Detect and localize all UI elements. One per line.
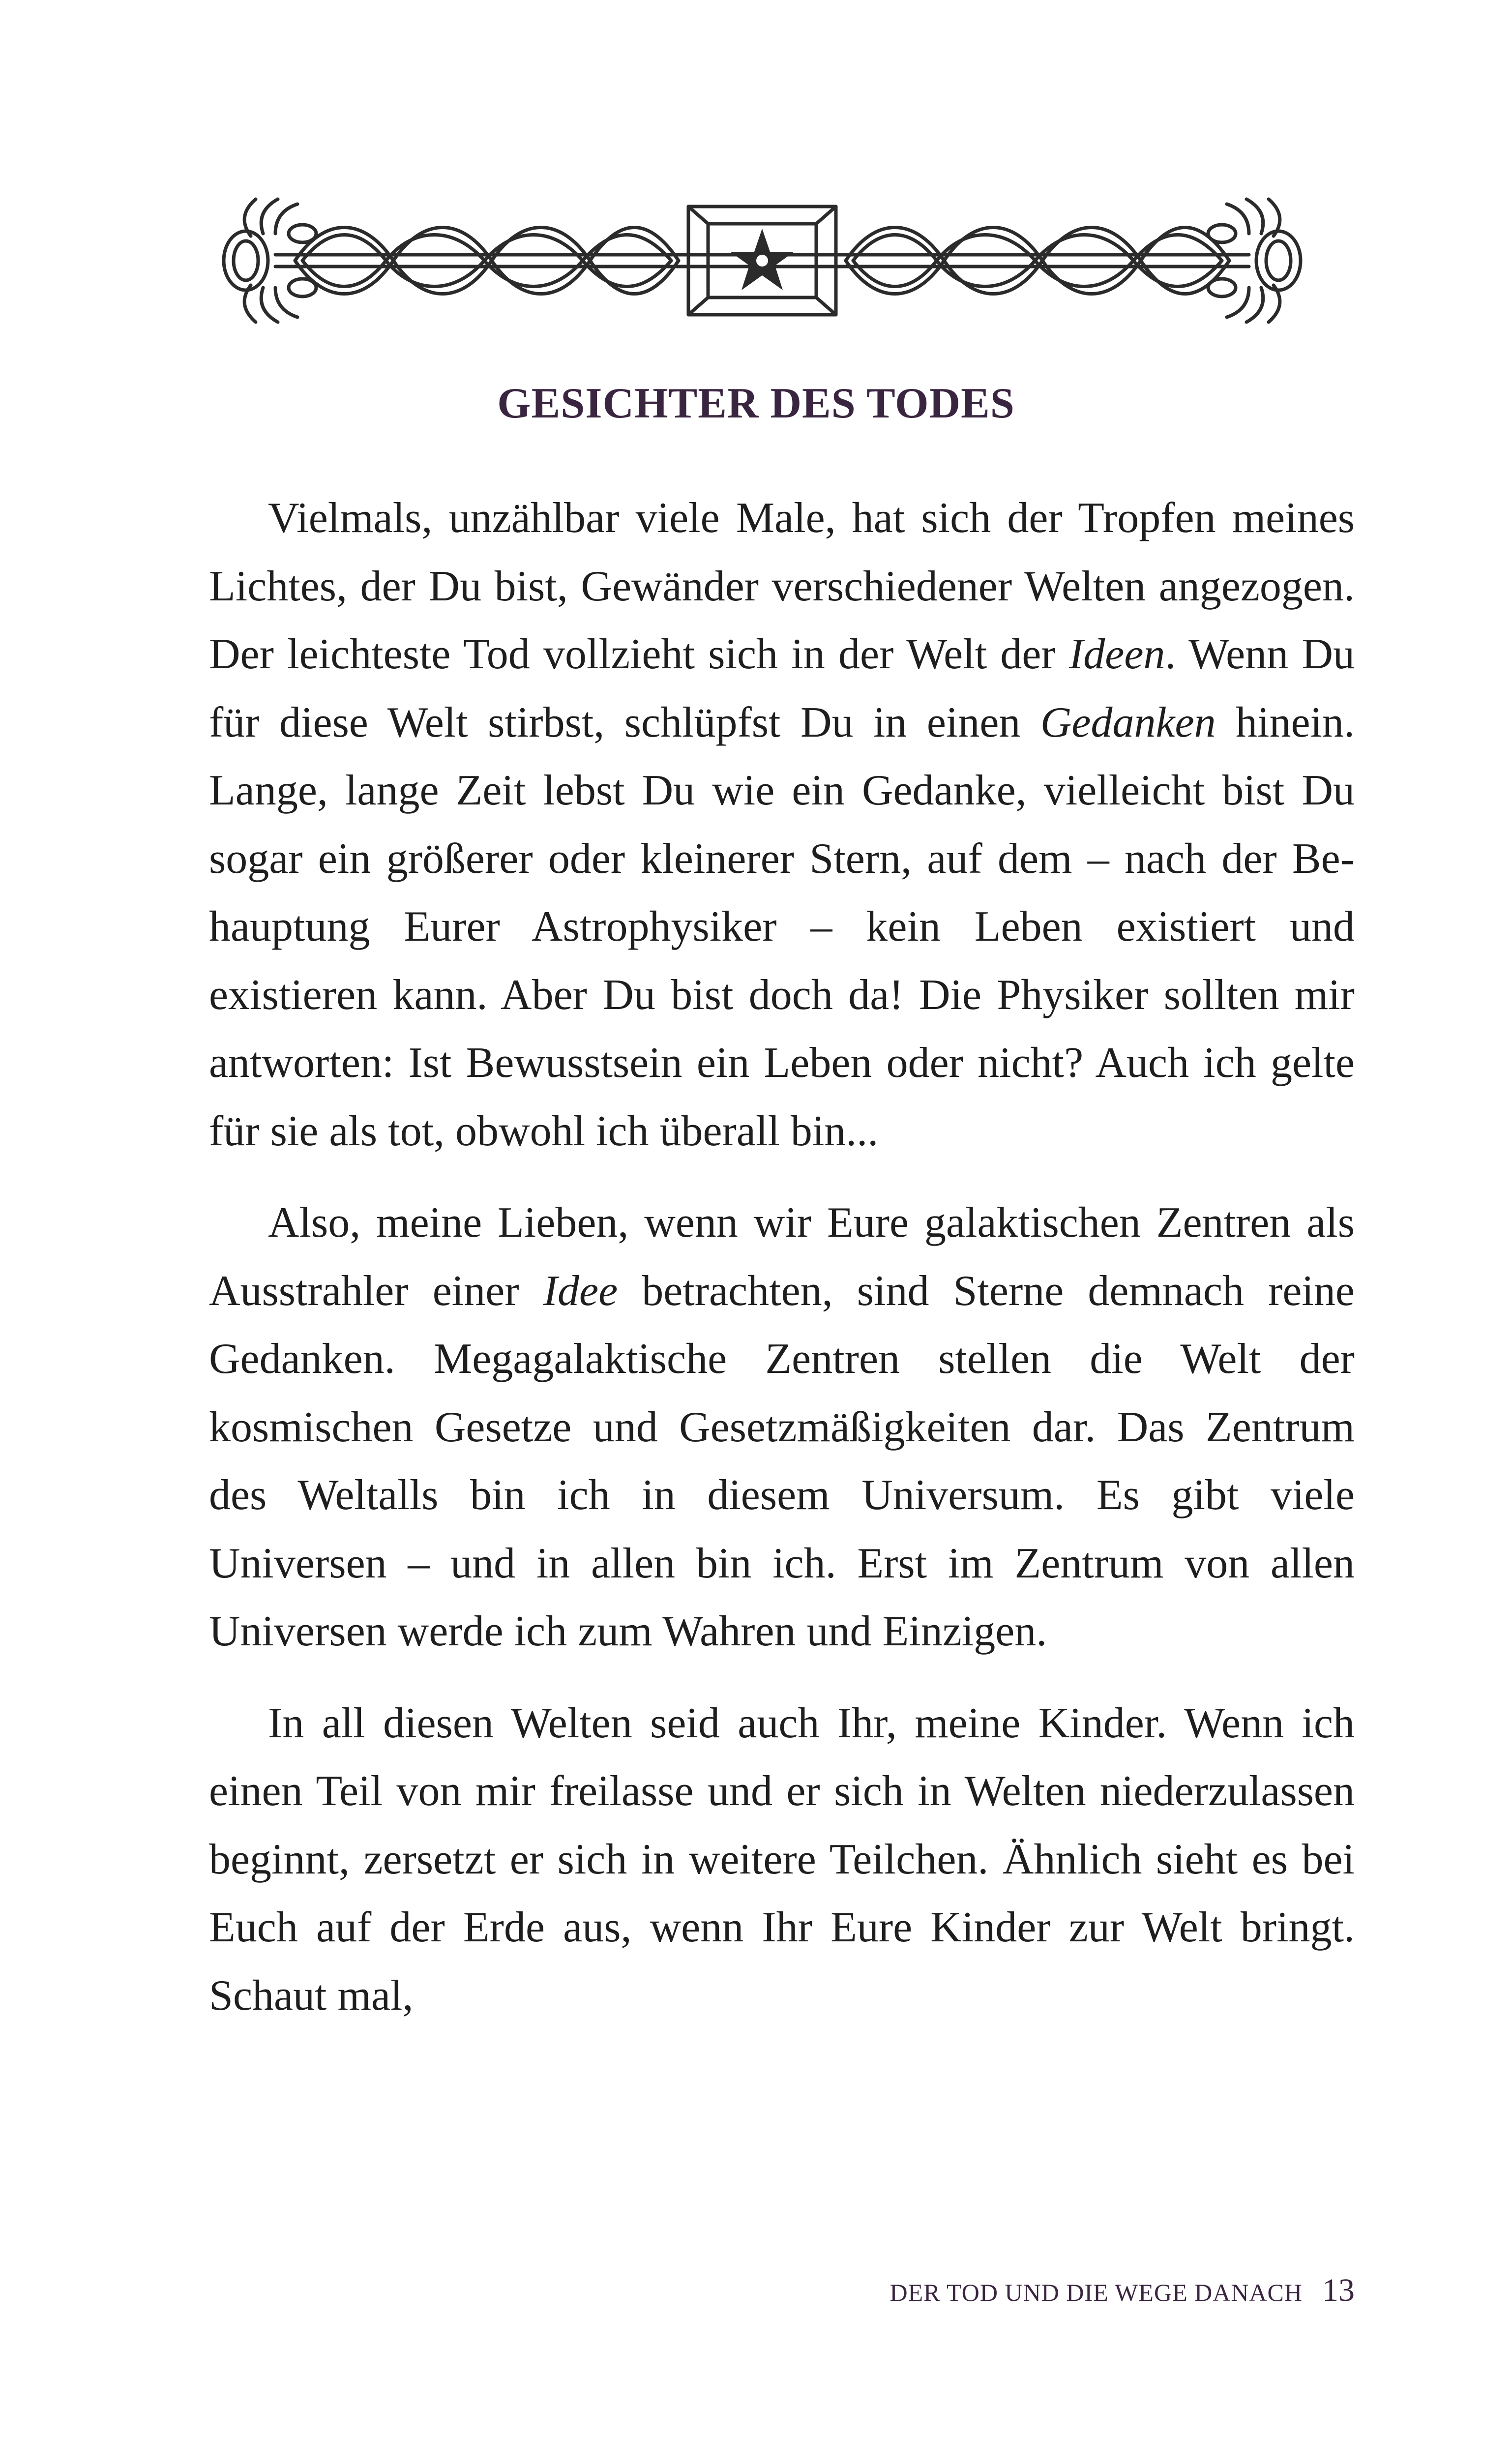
paragraph-3 <box>209 1690 1355 2030</box>
paragraph-text: . Wenn Du für diese Welt stirbst, schlüpfst Du in einen <box>209 630 1355 746</box>
page-footer <box>890 2272 1355 2309</box>
paragraph-2 <box>209 1189 1355 1666</box>
serpent-star-ornament-icon <box>216 187 1308 334</box>
emphasis-ideen: Ideen <box>1068 630 1165 678</box>
page-number: 13 <box>1322 2272 1355 2308</box>
paragraph-text: hinein. Lange, lange Zeit lebst Du wie ein Gedanke, vielleicht bist Du sogar ein größerer oder kleinerer Stern, auf dem – nach der Behauptung Eurer Astrophysiker – kein Leben existiert und existieren kann. Aber Du bist doch da! Die Physiker sollten mir antworten: Ist Bewusstsein ein Leben oder nicht? Auch ich gelte für sie als tot, obwohl ich überall bin... <box>209 698 1355 1155</box>
chapter-title: GESICHTER DES TODES <box>497 380 1015 427</box>
paragraph-text: betrachten, sind Sterne demnach reine Gedanken. Megagalaktische Zentren stellen die Welt der kosmischen Gesetze und Gesetzmäßigkeiten dar. Das Zentrum des Weltalls bin ich in diesem Universum. Es gibt viele Universen – und in allen bin ich. Erst im Zentrum von allen Universen werde ich zum Wahren und Einzigen. <box>209 1267 1355 1655</box>
paragraph-text: Also, meine Lieben, wenn wir Eure galaktischen Zentren als Ausstrahler einer <box>209 1199 1355 1315</box>
body-text <box>209 484 1355 2053</box>
paragraph-1 <box>209 484 1355 1165</box>
emphasis-gedanken: Gedanken <box>1040 698 1216 746</box>
emphasis-idee: Idee <box>543 1267 618 1315</box>
paragraph-text: Vielmals, unzählbar viele Male, hat sich der Tropfen meines Lichtes, der Du bist, Gewänder verschiedener Welten angezogen. Der leichteste Tod vollzieht sich in der Welt der <box>209 494 1355 678</box>
paragraph-text: In all diesen Welten seid auch Ihr, meine Kinder. Wenn ich einen Teil von mir freilasse und er sich in Welten niederzulassen beginnt, zersetzt er sich in weitere Teilchen. Ähnlich sieht es bei Euch auf der Erde aus, wenn Ihr Eure Kinder zur Welt bringt. Schaut mal, <box>209 1699 1355 2020</box>
running-title: DER TOD UND DIE WEGE DANACH <box>889 2279 1303 2306</box>
